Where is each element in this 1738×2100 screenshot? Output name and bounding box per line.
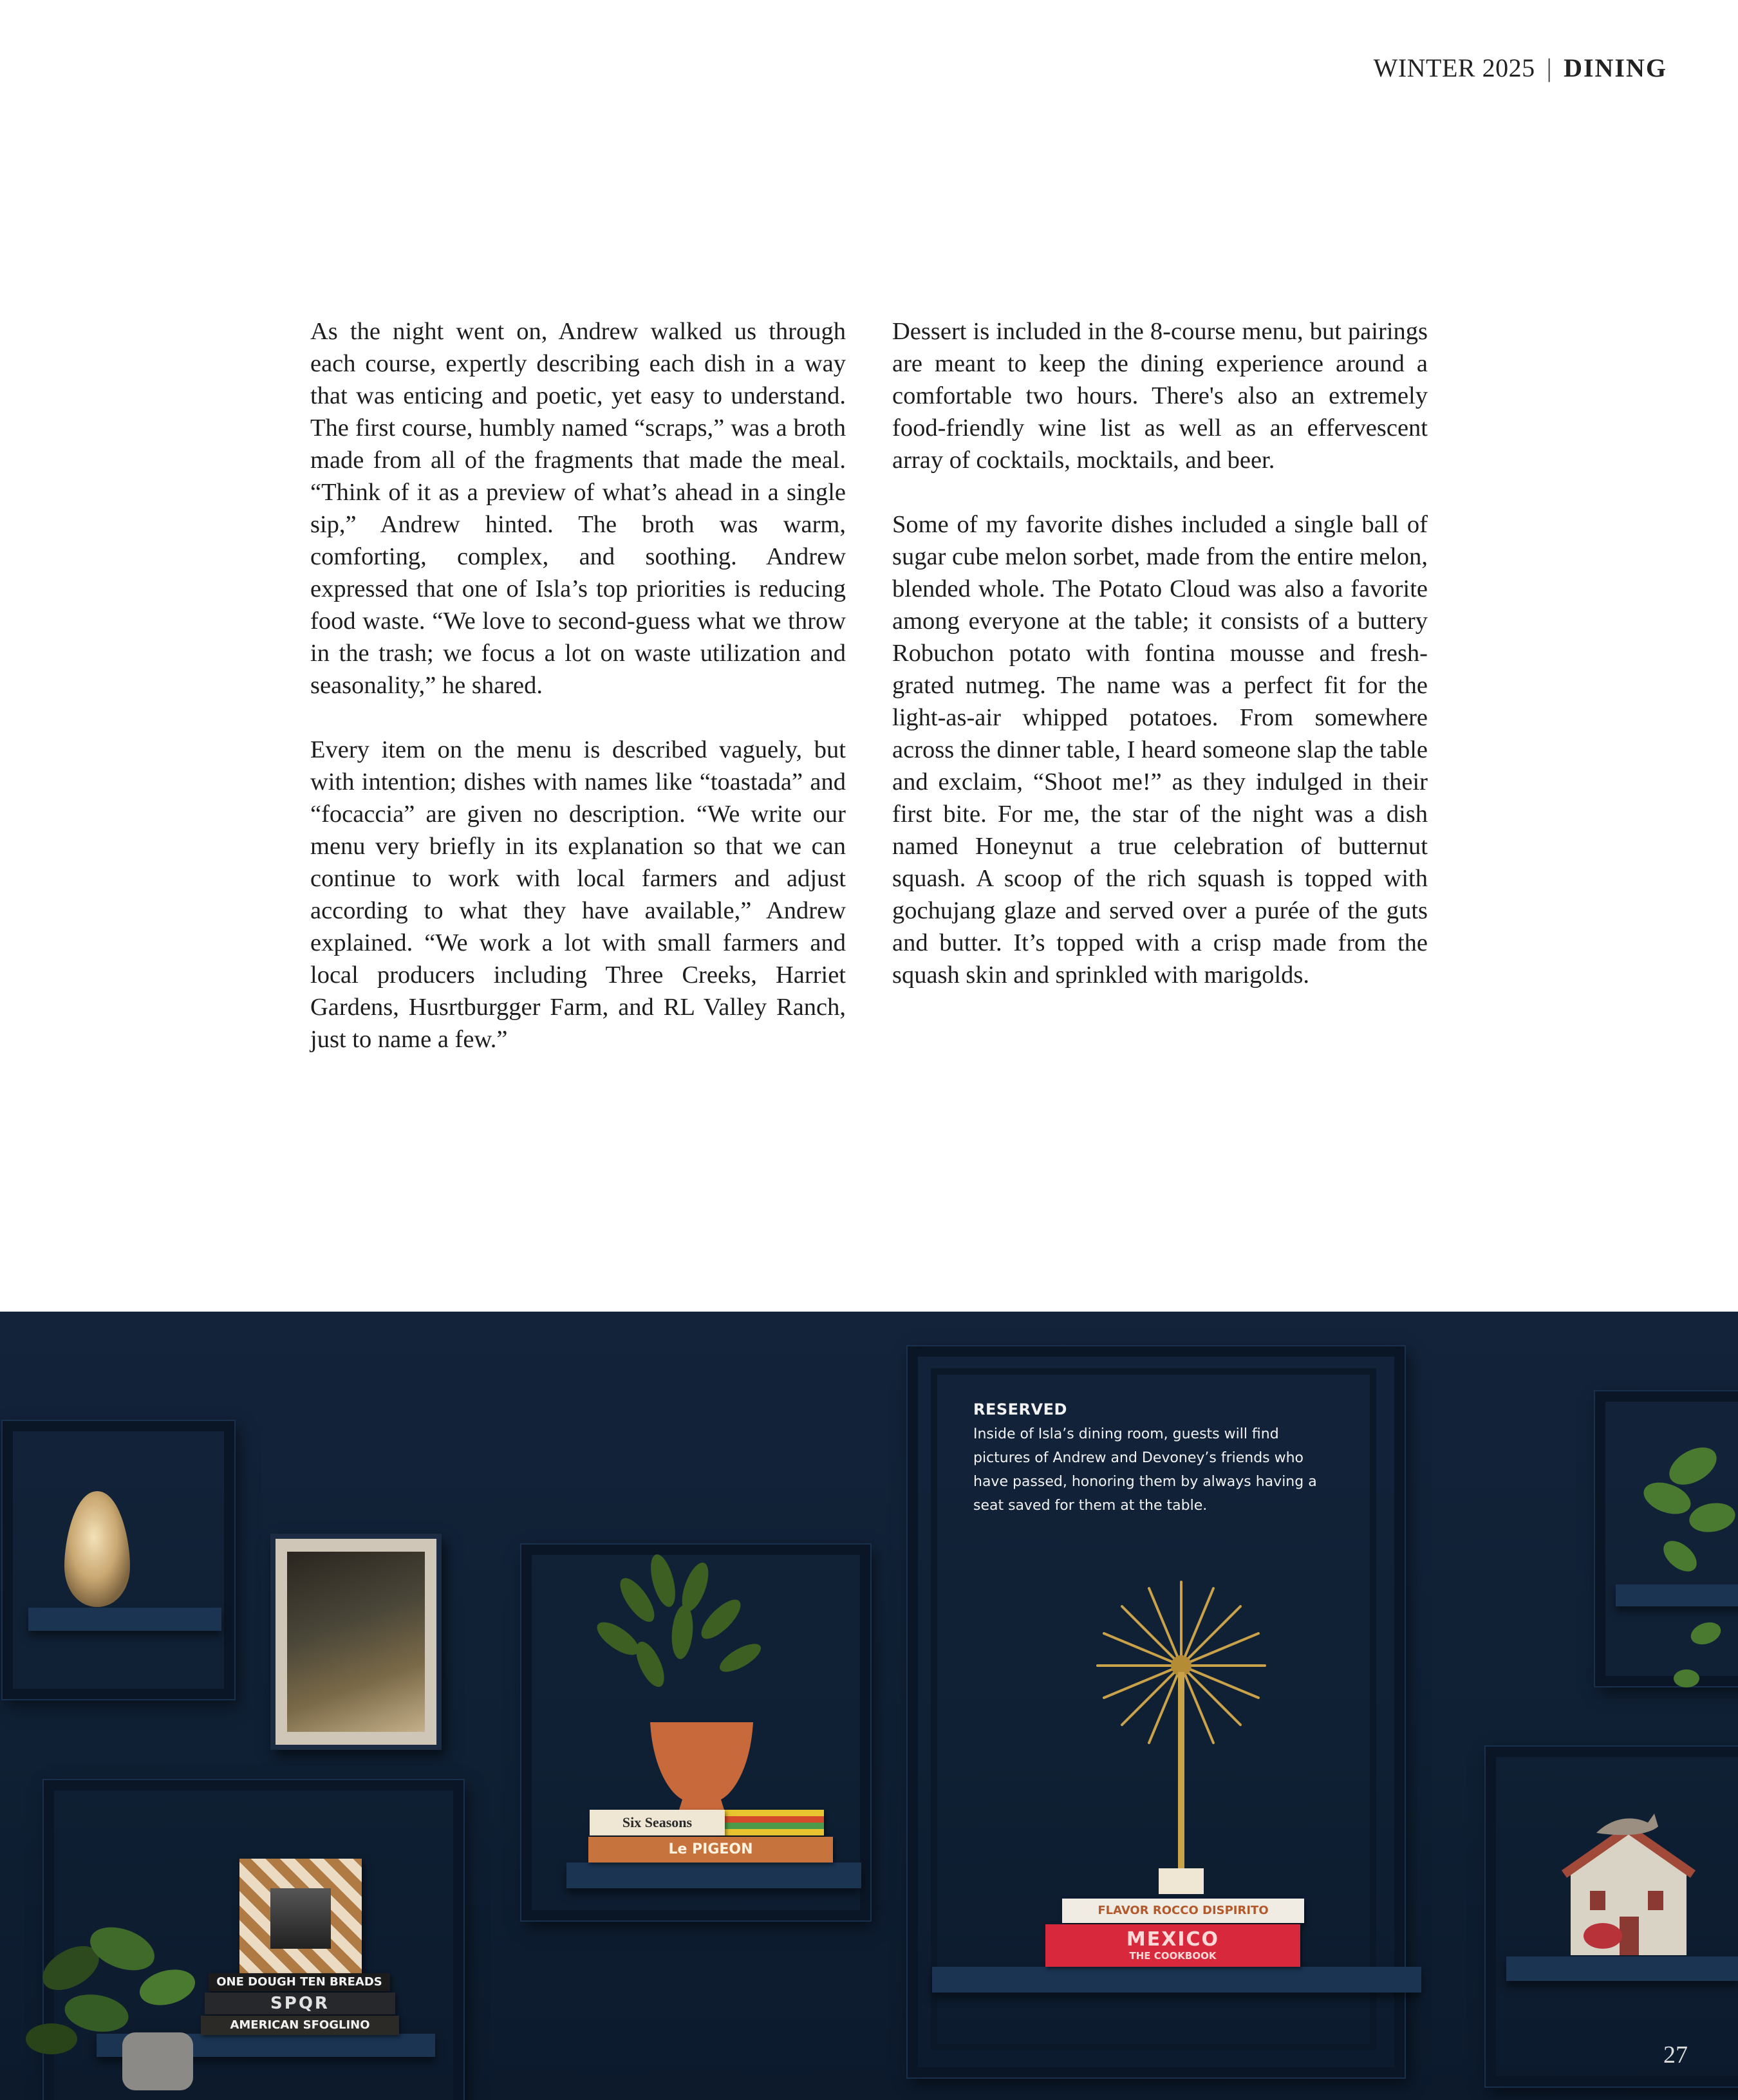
book-stack-colorful (721, 1810, 824, 1835)
caption-text: Inside of Isla’s dining room, guests will find pictures of Andrew and Devoney’s friends who have passed, honoring them by always having a seat saved for them at the table. (973, 1426, 1317, 1514)
book-title: MEXICO (1126, 1928, 1220, 1951)
book-title: FLAVOR ROCCO DISPIRITO (1098, 1904, 1269, 1917)
pothos-plant (26, 1891, 232, 2097)
hanging-plant (1635, 1427, 1738, 1711)
book-title: SPQR (270, 1994, 330, 2013)
gold-starburst-sculpture (1075, 1575, 1287, 1910)
book-mexico (1045, 1924, 1300, 1967)
caption-title: RESERVED (973, 1400, 1067, 1418)
book-subtitle: THE COOKBOOK (1129, 1950, 1217, 1962)
running-header (1374, 53, 1667, 83)
book-title: Six Seasons (622, 1814, 693, 1830)
photo-caption (973, 1400, 1334, 1518)
paragraph: Dessert is included in the 8-course menu, but pairings are meant to keep the dining experience around a comfortable two hours. There's also an extremely food-friendly wine list as well as an effervescent array of cocktails, mocktails, and beer. (892, 318, 1428, 474)
header-separator: | (1546, 53, 1553, 82)
picture-frame (239, 1859, 362, 1978)
book-flavor (1062, 1899, 1304, 1923)
article-right-column (892, 315, 1428, 1023)
shelf (932, 1967, 1421, 1993)
art-print (287, 1552, 425, 1732)
art-print-frame (270, 1534, 442, 1750)
book-title: Le PIGEON (668, 1841, 753, 1857)
capiz-egg-lamp (62, 1489, 133, 1610)
paragraph: Every item on the menu is described vaguely, but with intention; dishes with names like “toastada” and “focaccia” are given no description. “We write our menu very briefly in its explanation so that we can continue to work with local farmers and adjust according to what they have available,” Andrew explained. “We work a lot with small farmers and local producers including Three Creeks, Harriet Gardens, Husrtburgger Farm, and RL Valley Ranch, just to name a few.” (310, 736, 846, 1053)
shelf (566, 1863, 861, 1888)
book-spqr (205, 1993, 395, 2014)
ceramic-house-figurine (1558, 1807, 1706, 1962)
book-le-pigeon (588, 1837, 833, 1863)
issue-label: WINTER 2025 (1373, 53, 1535, 82)
paragraph: Some of my favorite dishes included a single ball of sugar cube melon sorbet, made from the entire melon, blended whole. The Potato Cloud was also a favorite among everyone at the table; it consists of a buttery Robuchon potato with fontina mousse and fresh-grated nutmeg. The name was a perfect fit for the light-as-air whipped potatoes. From somewhere across the dinner table, I heard someone slap the table and exclaim, “Shoot me!” as they indulged in their first bite. For me, the star of the night was a dish named Honeynut a true celebration of butternut squash. A scoop of the rich squash is topped with gochujang glaze and served over a purée of the guts and butter. It’s topped with a crisp made from the squash skin and sprinkled with marigolds. (892, 511, 1428, 989)
page-number: 27 (1663, 2041, 1688, 2068)
book-six-seasons (590, 1810, 725, 1835)
potted-plant (573, 1542, 792, 1844)
dining-room-photo (0, 1312, 1738, 2100)
article-left-column (310, 315, 846, 1088)
book-one-dough-ten-breads (209, 1973, 390, 1991)
book-title: AMERICAN SFOGLINO (230, 2018, 370, 2032)
paragraph: As the night went on, Andrew walked us through each course, expertly describing each dish in a way that was enticing and poetic, yet easy to understand. The first course, humbly named “scraps,” was a broth made from all of the fragments that made the meal. “Think of it as a preview of what’s ahead in a single sip,” Andrew hinted. The broth was warm, comforting, complex, and soothing. Andrew expressed that one of Isla’s top priorities is reducing food waste. “We love to second-guess what we throw in the trash; we focus a lot on waste utilization and seasonality,” he shared. (310, 318, 846, 699)
shelf (28, 1608, 221, 1631)
book-title: ONE DOUGH TEN BREADS (216, 1975, 382, 1989)
photo-portrait (270, 1888, 331, 1949)
section-label: DINING (1564, 53, 1667, 82)
